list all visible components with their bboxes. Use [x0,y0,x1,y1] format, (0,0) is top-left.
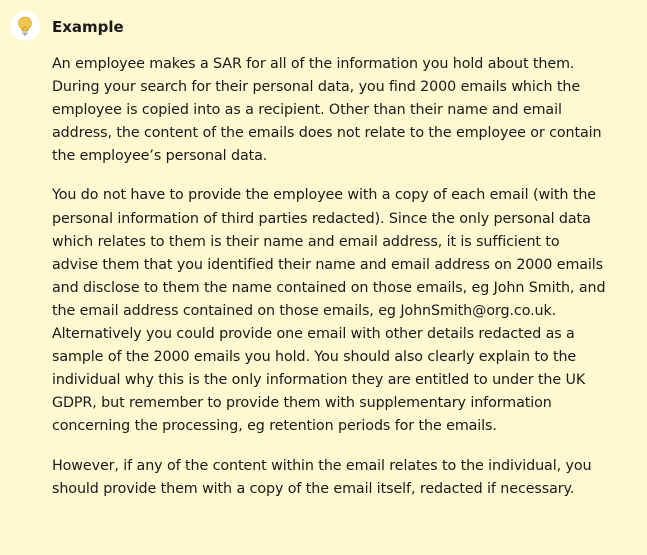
callout-paragraph-2: You do not have to provide the employee with a copy of each email (with the personal information of third parties redacted). Since the only personal data which relates to them is their name and email address, it is sufficient to advise them that you identified their name and email address on 2000 emails and disclose to them the name contained on those emails, eg John Smith, and the email address contained on those emails, eg JohnSmith@org.co.uk. Alternatively you could provide one email with other details redacted as a sample of the 2000 emails you hold. You should also clearly explain to the individual why this is the only information they are entitled to under the UK GDPR, but remember to provide them with supplementary information concerning the processing, eg retention periods for the emails. [52,187,606,435]
lightbulb-icon [10,11,40,41]
callout-paragraph-3: However, if any of the content within the email relates to the individual, you should provide them with a copy of the email itself, redacted if necessary. [52,457,592,497]
callout-title: Example [52,18,124,36]
callout-paragraph-1: An employee makes a SAR for all of the information you hold about them. During your search for their personal data, you find 2000 emails which the employee is copied into as a recipient. Other than their name and email address, the content of the emails does not relate to the employee or contain the employee’s personal data. [52,56,602,165]
